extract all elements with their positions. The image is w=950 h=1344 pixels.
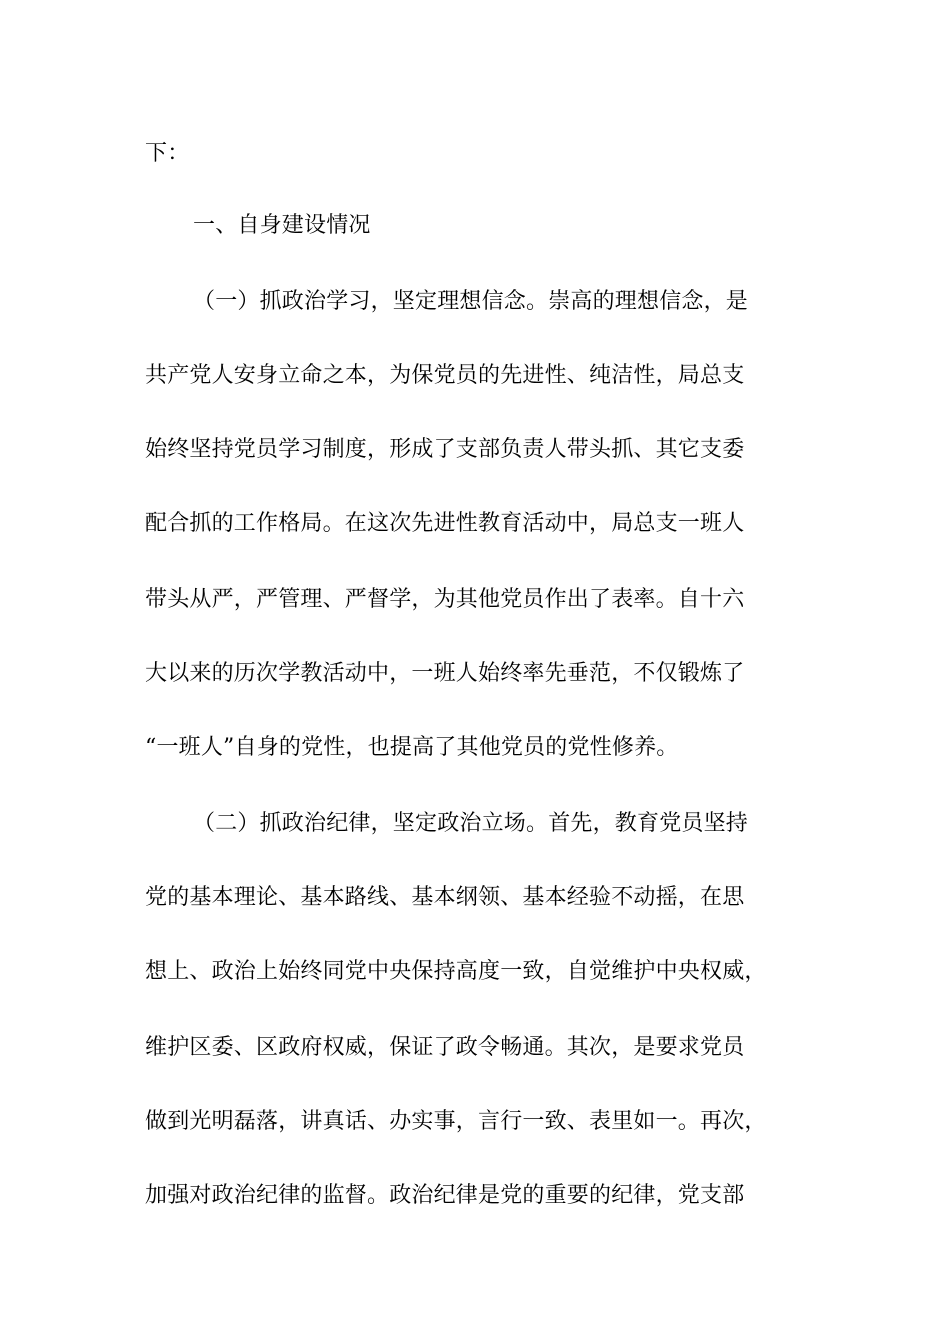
text-line-11: 党的基本理论、基本路线、基本纲领、基本经验不动摇，在思: [145, 885, 745, 910]
text-line-15: 加强对政治纪律的监督。政治纪律是党的重要的纪律，党支部: [145, 1183, 745, 1208]
text-line-8: 大以来的历次学教活动中，一班人始终率先垂范，不仅锻炼了: [145, 661, 745, 686]
text-line-10: （二）抓政治纪律，坚定政治立场。首先，教育党员坚持: [193, 811, 749, 836]
text-line-13: 维护区委、区政府权威，保证了政令畅通。其次，是要求党员: [145, 1035, 745, 1060]
text-line-14: 做到光明磊落，讲真话、办实事，言行一致、表里如一。再次，: [145, 1109, 767, 1134]
text-line-4: 共产党人安身立命之本，为保党员的先进性、纯洁性，局总支: [145, 363, 745, 388]
text-line-9: “一班人”自身的党性，也提高了其他党员的党性修养。: [145, 735, 679, 760]
section-heading: 一、自身建设情况: [193, 213, 371, 238]
text-line-3: （一）抓政治学习，坚定理想信念。崇高的理想信念，是: [193, 289, 749, 314]
text-line-7: 带头从严，严管理、严督学，为其他党员作出了表率。自十六: [145, 587, 745, 612]
text-line-5: 始终坚持党员学习制度，形成了支部负责人带头抓、其它支委: [145, 437, 745, 462]
text-line-12: 想上、政治上始终同党中央保持高度一致，自觉维护中央权威，: [145, 959, 767, 984]
text-line-6: 配合抓的工作格局。在这次先进性教育活动中，局总支一班人: [145, 511, 745, 536]
text-line-1: 下：: [145, 141, 190, 166]
